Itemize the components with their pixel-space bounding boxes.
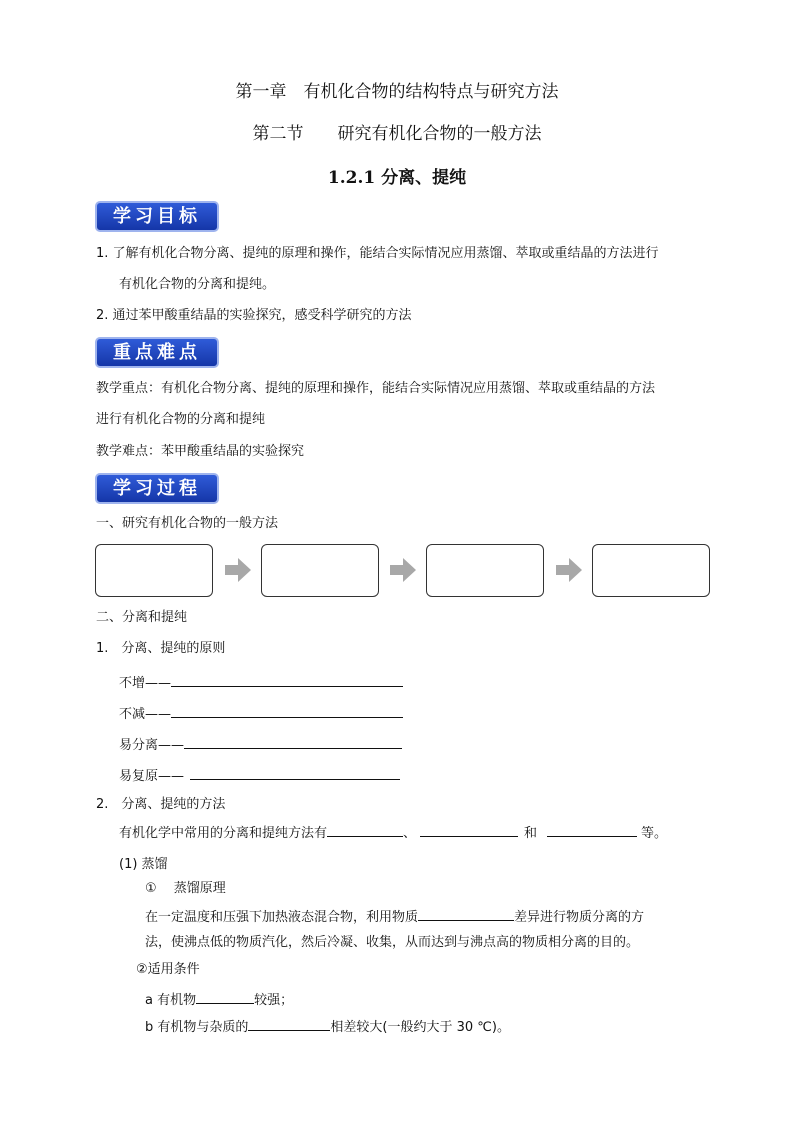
part2-title: 二、分离和提纯: [96, 610, 188, 625]
methods-sentence: [119, 822, 667, 843]
flow-box-3: [426, 544, 544, 597]
focus-line2: 进行有机化合物的分离和提纯: [96, 412, 266, 427]
principle-item: [119, 734, 402, 755]
arrow-right-icon: [556, 557, 582, 583]
principle-label: 不增——: [119, 676, 172, 691]
flow-box-2: [261, 544, 379, 597]
difficulty: 教学难点：苯甲酸重结晶的实验探究: [96, 444, 305, 459]
condition-b: [145, 1016, 510, 1037]
objectives-badge: 学习目标: [95, 201, 219, 232]
condition-text: 较强；: [254, 993, 294, 1008]
condition-text: 相差较大(一般约大于 30 ℃)。: [330, 1020, 510, 1035]
fill-blank[interactable]: [547, 822, 637, 837]
principle-label: 不减——: [119, 707, 172, 722]
fill-blank[interactable]: [196, 989, 254, 1004]
distill-title: (1) 蒸馏: [119, 857, 168, 872]
fill-blank[interactable]: [184, 734, 402, 749]
distill-text: 在一定温度和压强下加热液态混合物，利用物质: [145, 910, 419, 925]
fill-blank[interactable]: [418, 906, 514, 921]
lesson-title: 1.2.1 分离、提纯: [327, 168, 467, 188]
methods-text: 和: [524, 826, 538, 841]
fill-blank[interactable]: [190, 765, 400, 780]
condition-text: a 有机物: [145, 993, 197, 1008]
key-points-badge: 重点难点: [95, 337, 219, 368]
principle-item: [119, 765, 400, 786]
condition-a: [145, 989, 293, 1010]
section-title: 第二节 研究有机化合物的一般方法: [252, 124, 542, 144]
fill-blank[interactable]: [171, 672, 403, 687]
part1-title: 一、研究有机化合物的一般方法: [96, 516, 279, 531]
fill-blank[interactable]: [420, 822, 518, 837]
methods-text: 、: [403, 826, 417, 841]
distill-text-line1: [145, 906, 644, 927]
methods-text: 有机化学中常用的分离和提纯方法有: [119, 826, 328, 841]
arrow-right-icon: [390, 557, 416, 583]
fill-blank[interactable]: [171, 703, 403, 718]
arrow-right-icon: [225, 557, 251, 583]
principle-label: 易复原——: [119, 769, 185, 784]
principle-label: 易分离——: [119, 738, 185, 753]
condition-text: b 有机物与杂质的: [145, 1020, 249, 1035]
objective-1-line2: 有机化合物的分离和提纯。: [119, 277, 276, 292]
distill-text-line2: 法，使沸点低的物质汽化，然后冷凝、收集，从而达到与沸点高的物质相分离的目的。: [145, 935, 640, 950]
flow-box-1: [95, 544, 213, 597]
flow-box-4: [592, 544, 710, 597]
principle-title: 1. 分离、提纯的原则: [96, 641, 226, 656]
principle-item: [119, 672, 403, 693]
focus-line1: 教学重点：有机化合物分离、提纯的原理和操作，能结合实际情况应用蒸馏、萃取或重结晶的方法: [96, 381, 656, 396]
methods-text: 等。: [641, 826, 668, 841]
objective-2: 2. 通过苯甲酸重结晶的实验探究，感受科学研究的方法: [96, 308, 412, 323]
fill-blank[interactable]: [248, 1016, 330, 1031]
fill-blank[interactable]: [327, 822, 403, 837]
distill-principle-title: ① 蒸馏原理: [145, 881, 226, 896]
process-badge: 学习过程: [95, 473, 219, 504]
principle-item: [119, 703, 403, 724]
objective-1-line1: 1. 了解有机化合物分离、提纯的原理和操作，能结合实际情况应用蒸馏、萃取或重结晶的方法进行: [96, 246, 659, 261]
distill-text: 差异进行物质分离的方: [514, 910, 645, 925]
conditions-title: ②适用条件: [136, 962, 200, 977]
chapter-title: 第一章 有机化合物的结构特点与研究方法: [235, 82, 559, 102]
methods-title: 2. 分离、提纯的方法: [96, 797, 226, 812]
